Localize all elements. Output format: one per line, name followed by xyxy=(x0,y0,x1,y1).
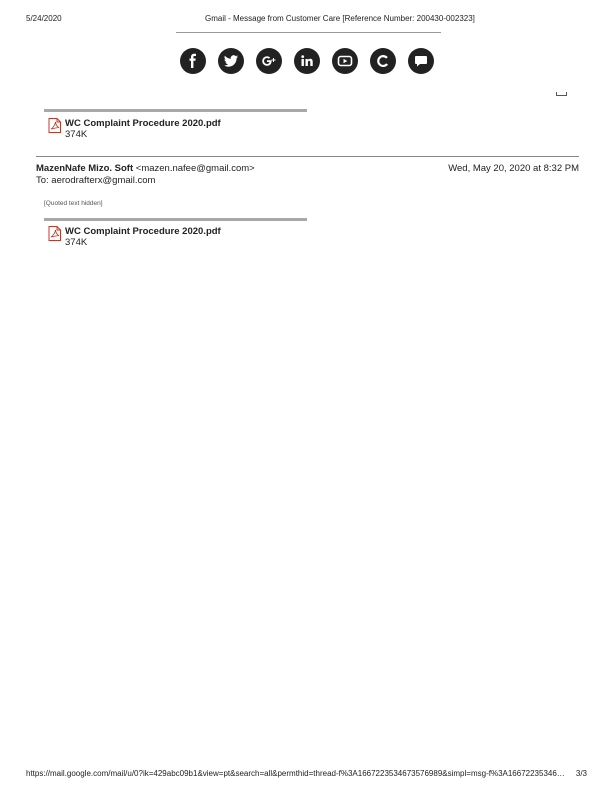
attachment-divider xyxy=(44,218,307,221)
print-date: 5/24/2020 xyxy=(26,14,62,23)
social-icons-row xyxy=(180,48,434,74)
sender-name: MazenNafe Mizo. Soft xyxy=(36,163,134,174)
attachment-item[interactable] xyxy=(48,118,221,140)
twitter-icon[interactable] xyxy=(218,48,244,74)
quoted-text-toggle[interactable]: [Quoted text hidden] xyxy=(44,200,103,207)
chat-icon[interactable] xyxy=(408,48,434,74)
attachment-name[interactable]: WC Complaint Procedure 2020.pdf xyxy=(65,118,221,129)
brand-c-icon[interactable] xyxy=(370,48,396,74)
print-title: Gmail - Message from Customer Care [Reference Number: 200430-002323] xyxy=(205,14,475,23)
linkedin-icon[interactable] xyxy=(294,48,320,74)
sender-email: <mazen.nafee@gmail.com> xyxy=(135,163,255,174)
facebook-icon[interactable] xyxy=(180,48,206,74)
print-url: https://mail.google.com/mail/u/0?ik=429abc09b1&view=pt&search=all&permthid=thread-f%3A1667223534673576989&simpl=msg-f%3A16672235346… xyxy=(26,769,565,778)
message-date: Wed, May 20, 2020 at 8:32 PM xyxy=(448,163,579,174)
attachment-name[interactable]: WC Complaint Procedure 2020.pdf xyxy=(65,226,221,237)
corner-mark xyxy=(556,92,567,96)
attachment-size: 374K xyxy=(65,129,88,140)
message-from xyxy=(36,163,255,174)
attachment-divider xyxy=(44,109,307,112)
pdf-icon xyxy=(48,118,61,133)
attachment-size: 374K xyxy=(65,237,88,248)
message-to: To: aerodrafterx@gmail.com xyxy=(36,175,156,186)
page-number: 3/3 xyxy=(575,769,587,778)
pdf-icon xyxy=(48,226,61,241)
youtube-icon[interactable] xyxy=(332,48,358,74)
message-divider xyxy=(36,156,579,157)
google-plus-icon[interactable] xyxy=(256,48,282,74)
attachment-item[interactable] xyxy=(48,226,221,248)
header-divider xyxy=(176,32,441,33)
